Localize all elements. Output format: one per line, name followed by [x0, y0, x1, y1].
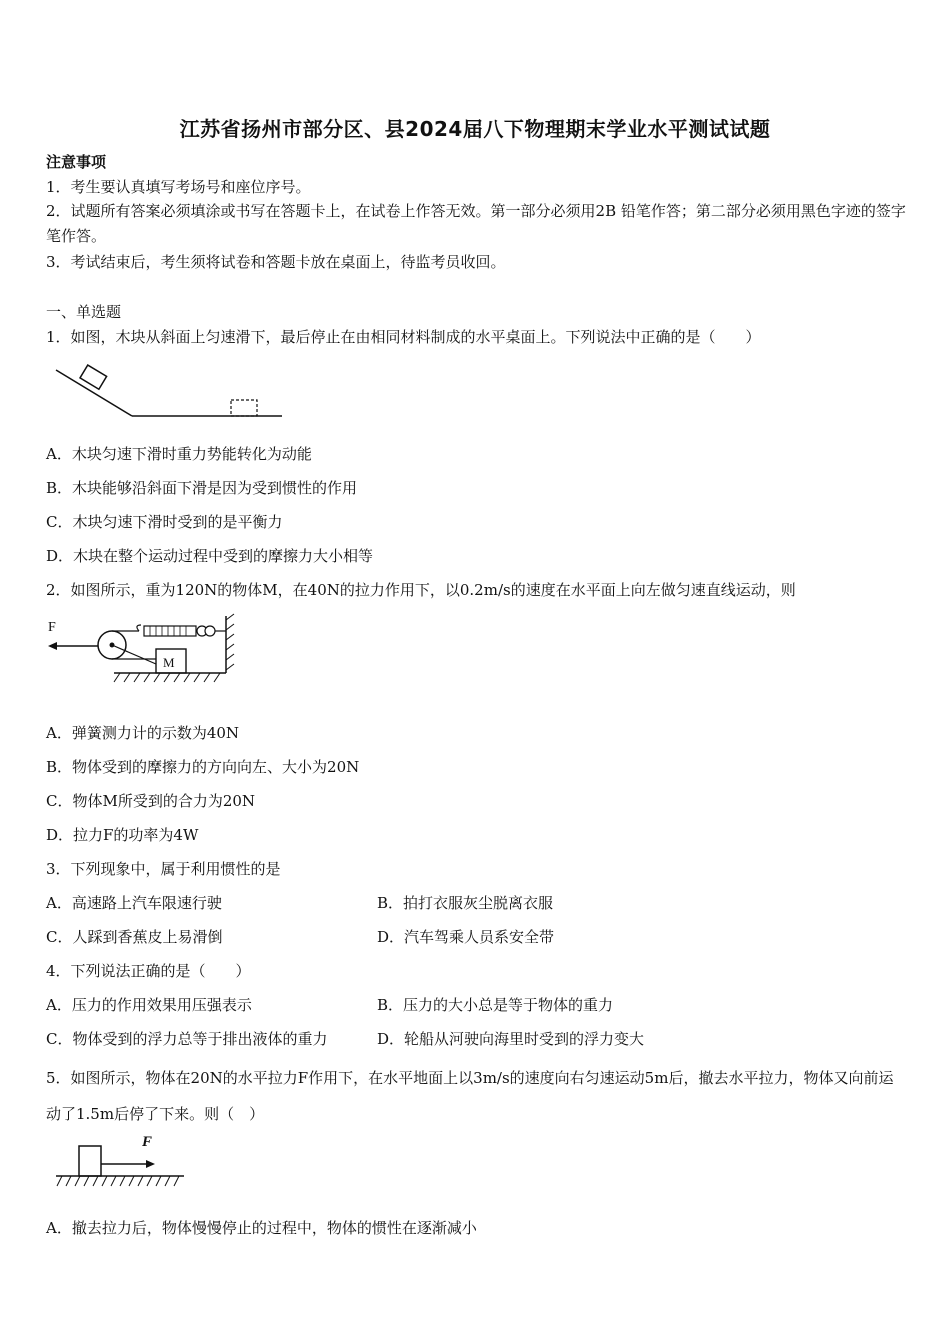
q1-option-c: C．木块匀速下滑时受到的是平衡力 — [46, 513, 283, 531]
notice-item-3: 3．考试结束后，考生须将试卷和答题卡放在桌面上，待监考员收回。 — [46, 253, 506, 271]
q1-option-a: A．木块匀速下滑时重力势能转化为动能 — [46, 445, 312, 463]
q1-option-b: B．木块能够沿斜面下滑是因为受到惯性的作用 — [46, 479, 358, 497]
q4-option-c: C．物体受到的浮力总等于排出液体的重力 — [46, 1030, 328, 1048]
scale-ring-2 — [205, 626, 215, 636]
q3-option-d: D．汽车驾乘人员系安全带 — [377, 928, 555, 946]
block-final-position — [231, 400, 257, 416]
question-2-stem: 2．如图所示，重为120N的物体M，在40N的拉力作用下，以0.2m/s的速度在水平面上向左做匀速直线运动，则 — [46, 581, 796, 599]
q4-option-b: B．压力的大小总是等于物体的重力 — [377, 996, 614, 1014]
q5-option-a: A．撤去拉力后，物体慢慢停止的过程中，物体的惯性在逐渐减小 — [46, 1219, 477, 1237]
notice-item-1: 1．考生要认真填写考场号和座位序号。 — [46, 178, 311, 196]
q4-option-a: A．压力的作用效果用压强表示 — [46, 996, 252, 1014]
q2-option-a: A．弹簧测力计的示数为40N — [46, 724, 240, 742]
force-arrow-head — [146, 1160, 155, 1168]
incline-figure — [50, 360, 290, 422]
q3-option-c: C．人踩到香蕉皮上易滑倒 — [46, 928, 223, 946]
q2-option-b: B．物体受到的摩擦力的方向向左、大小为20N — [46, 758, 360, 776]
question-1-stem: 1．如图，木块从斜面上匀速滑下，最后停止在由相同材料制成的水平桌面上。下列说法中正确的是（ ） — [46, 328, 761, 346]
page-title: 江苏省扬州市部分区、县2024届八下物理期末学业水平测试试题 — [179, 117, 771, 141]
mass-label: M — [163, 655, 175, 670]
q2-option-c: C．物体M所受到的合力为20N — [46, 792, 256, 810]
scale-hook — [137, 625, 141, 631]
q4-option-d: D．轮船从河驶向海里时受到的浮力变大 — [377, 1030, 645, 1048]
section-heading: 一、单选题 — [46, 303, 122, 321]
notice-item-2: 2．试题所有答案必须填涂或书写在答题卡上，在试卷上作答无效。第一部分必须用2B 铅笔作答；第二部分必须用黑色字迹的签字笔作答。 — [46, 202, 906, 245]
q3-option-b: B．拍打衣服灰尘脱离衣服 — [377, 894, 554, 912]
question-4-stem: 4．下列说法正确的是（ ） — [46, 962, 251, 980]
force-label: F — [48, 620, 56, 635]
force-arrow-head — [48, 642, 57, 650]
spring-scale — [144, 626, 196, 636]
block-pull-figure — [52, 1130, 192, 1194]
q2-option-d: D．拉力F的功率为4W — [46, 826, 199, 844]
question-5-stem: 5．如图所示，物体在20N的水平拉力F作用下，在水平地面上以3m/s的速度向右匀速运动5m后，撤去水平拉力，物体又向前运动了1.5m后停了下来。则（ ） — [46, 1069, 894, 1123]
wood-block — [80, 365, 107, 389]
block — [79, 1146, 101, 1176]
notice-heading: 注意事项 — [46, 153, 107, 171]
q3-option-a: A．高速路上汽车限速行驶 — [46, 894, 222, 912]
q1-option-d: D．木块在整个运动过程中受到的摩擦力大小相等 — [46, 547, 374, 565]
pulley-figure — [44, 612, 244, 690]
question-3-stem: 3．下列现象中，属于利用惯性的是 — [46, 860, 281, 878]
force-label: F — [142, 1134, 153, 1150]
